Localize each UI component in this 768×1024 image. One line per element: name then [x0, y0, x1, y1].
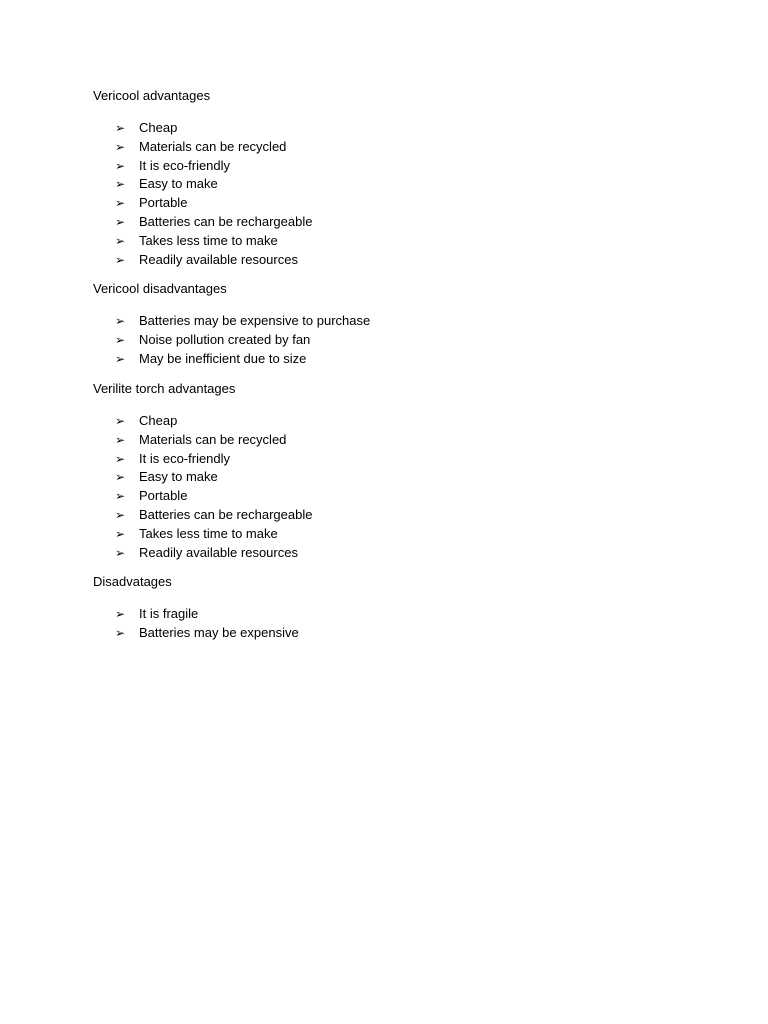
- arrow-bullet-icon: ➢: [115, 252, 126, 267]
- list-item-text: Batteries may be expensive: [139, 624, 299, 640]
- list-item: [93, 312, 693, 331]
- list-item: [93, 525, 693, 544]
- section-disadvantages: [93, 574, 693, 643]
- list-item: [93, 506, 693, 525]
- bullet-list: [93, 605, 693, 643]
- arrow-bullet-icon: ➢: [115, 414, 126, 428]
- list-item: [93, 138, 693, 157]
- list-item-text: Easy to make: [139, 176, 218, 192]
- arrow-bullet-icon: ➢: [115, 177, 126, 192]
- section-verilite-torch-advantages: [93, 381, 693, 562]
- list-item-text: Takes less time to make: [139, 232, 278, 248]
- list-item: [93, 175, 693, 194]
- list-item-text: It is fragile: [139, 606, 199, 621]
- arrow-bullet-icon: ➢: [115, 233, 126, 248]
- list-item: [93, 487, 693, 506]
- list-item-text: It is eco-friendly: [139, 157, 231, 173]
- section-vericool-advantages: [93, 88, 693, 269]
- list-item: [93, 119, 693, 138]
- section-heading: Vericool advantages: [93, 88, 211, 103]
- list-item-text: Batteries may be expensive to purchase: [139, 313, 371, 328]
- arrow-bullet-icon: ➢: [115, 451, 126, 466]
- section-heading: Vericool disadvantages: [93, 281, 227, 296]
- list-item: [93, 350, 693, 369]
- list-item-text: Takes less time to make: [139, 525, 278, 541]
- list-item: [93, 251, 693, 270]
- bullet-list: [93, 412, 693, 562]
- list-item: [93, 194, 693, 213]
- list-item: [93, 624, 693, 643]
- arrow-bullet-icon: ➢: [115, 121, 126, 135]
- list-item-text: Easy to make: [139, 469, 218, 485]
- arrow-bullet-icon: ➢: [115, 625, 126, 640]
- list-item-text: Cheap: [139, 413, 178, 428]
- list-item: [93, 331, 693, 350]
- list-item-text: May be inefficient due to size: [139, 350, 307, 366]
- list-item-text: Readily available resources: [139, 544, 298, 560]
- list-item-text: Readily available resources: [139, 251, 298, 267]
- arrow-bullet-icon: ➢: [115, 432, 126, 447]
- list-item: [93, 232, 693, 251]
- list-item: [93, 605, 693, 624]
- arrow-bullet-icon: ➢: [115, 489, 126, 504]
- section-heading: Verilite torch advantages: [93, 381, 236, 396]
- list-item-text: Noise pollution created by fan: [139, 331, 311, 347]
- arrow-bullet-icon: ➢: [115, 351, 126, 366]
- arrow-bullet-icon: ➢: [115, 470, 126, 485]
- list-item-text: Materials can be recycled: [139, 431, 287, 447]
- arrow-bullet-icon: ➢: [115, 507, 126, 522]
- list-item: [93, 213, 693, 232]
- arrow-bullet-icon: ➢: [115, 332, 126, 347]
- list-item-text: Portable: [139, 195, 188, 211]
- arrow-bullet-icon: ➢: [115, 607, 126, 621]
- arrow-bullet-icon: ➢: [115, 526, 126, 541]
- section-heading: Disadvatages: [93, 574, 172, 589]
- list-item-text: Materials can be recycled: [139, 138, 287, 154]
- bullet-list: [93, 312, 693, 368]
- arrow-bullet-icon: ➢: [115, 214, 126, 229]
- section-vericool-disadvantages: [93, 281, 693, 368]
- list-item-text: Batteries can be rechargeable: [139, 213, 313, 229]
- list-item: [93, 157, 693, 176]
- arrow-bullet-icon: ➢: [115, 196, 126, 211]
- list-item: [93, 431, 693, 450]
- list-item-text: Batteries can be rechargeable: [139, 506, 313, 522]
- list-item: [93, 544, 693, 563]
- list-item-text: It is eco-friendly: [139, 450, 231, 466]
- bullet-list: [93, 119, 693, 269]
- list-item: [93, 468, 693, 487]
- list-item-text: Cheap: [139, 120, 178, 135]
- list-item: [93, 412, 693, 431]
- arrow-bullet-icon: ➢: [115, 158, 126, 173]
- list-item: [93, 450, 693, 469]
- arrow-bullet-icon: ➢: [115, 314, 126, 328]
- list-item-text: Portable: [139, 488, 188, 504]
- arrow-bullet-icon: ➢: [115, 139, 126, 154]
- arrow-bullet-icon: ➢: [115, 545, 126, 560]
